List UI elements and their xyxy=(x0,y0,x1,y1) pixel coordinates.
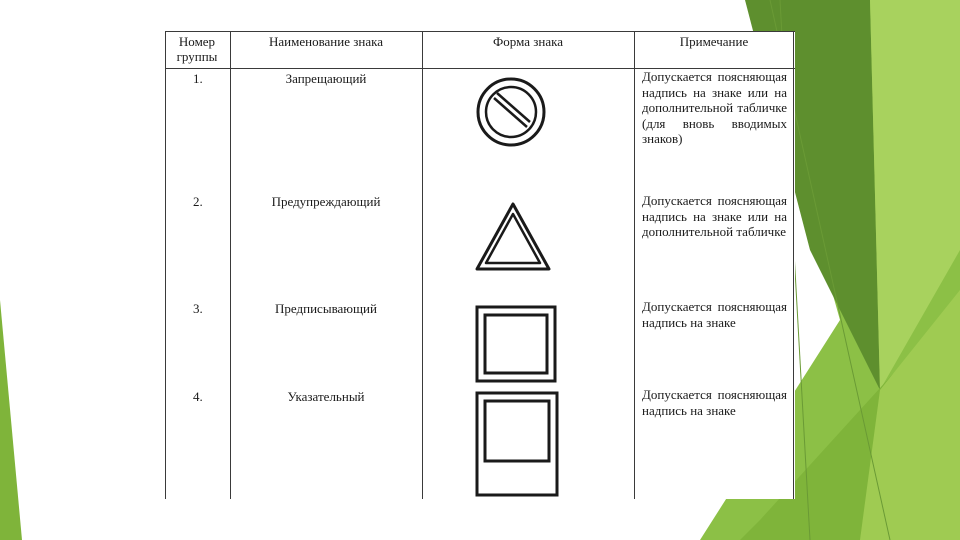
rectangle-sign-icon xyxy=(475,391,559,497)
row-3-note: Допускается поясняющая надпись на знаке xyxy=(642,299,787,330)
row-2-name: Предупреждающий xyxy=(271,194,381,209)
signs-table xyxy=(165,31,795,499)
warning-triangle-icon xyxy=(473,201,553,273)
square-sign-icon xyxy=(475,305,557,383)
row-3-number: 3. xyxy=(193,301,203,316)
header-sign-form: Форма знака xyxy=(493,34,563,49)
row-3-name: Предписывающий xyxy=(275,301,377,316)
header-note: Примечание xyxy=(679,34,749,49)
row-4-name: Указательный xyxy=(287,389,365,404)
row-1-number: 1. xyxy=(193,71,203,86)
prohibition-sign-icon xyxy=(475,76,547,148)
header-sign-name: Наименование знака xyxy=(269,34,383,49)
row-2-number: 2. xyxy=(193,194,203,209)
row-1-name: Запрещающий xyxy=(285,71,367,86)
row-1-note: Допускается поясняющая надпись на знаке или на дополнительной табличке (для вновь вводимых знаков) xyxy=(642,69,787,146)
row-4-number: 4. xyxy=(193,389,203,404)
row-2-note: Допускается поясняющая надпись на знаке или на дополнительной табличке xyxy=(642,193,787,239)
row-4-note: Допускается поясняющая надпись на знаке xyxy=(642,387,787,418)
header-group-number: Номер группы xyxy=(176,34,218,64)
